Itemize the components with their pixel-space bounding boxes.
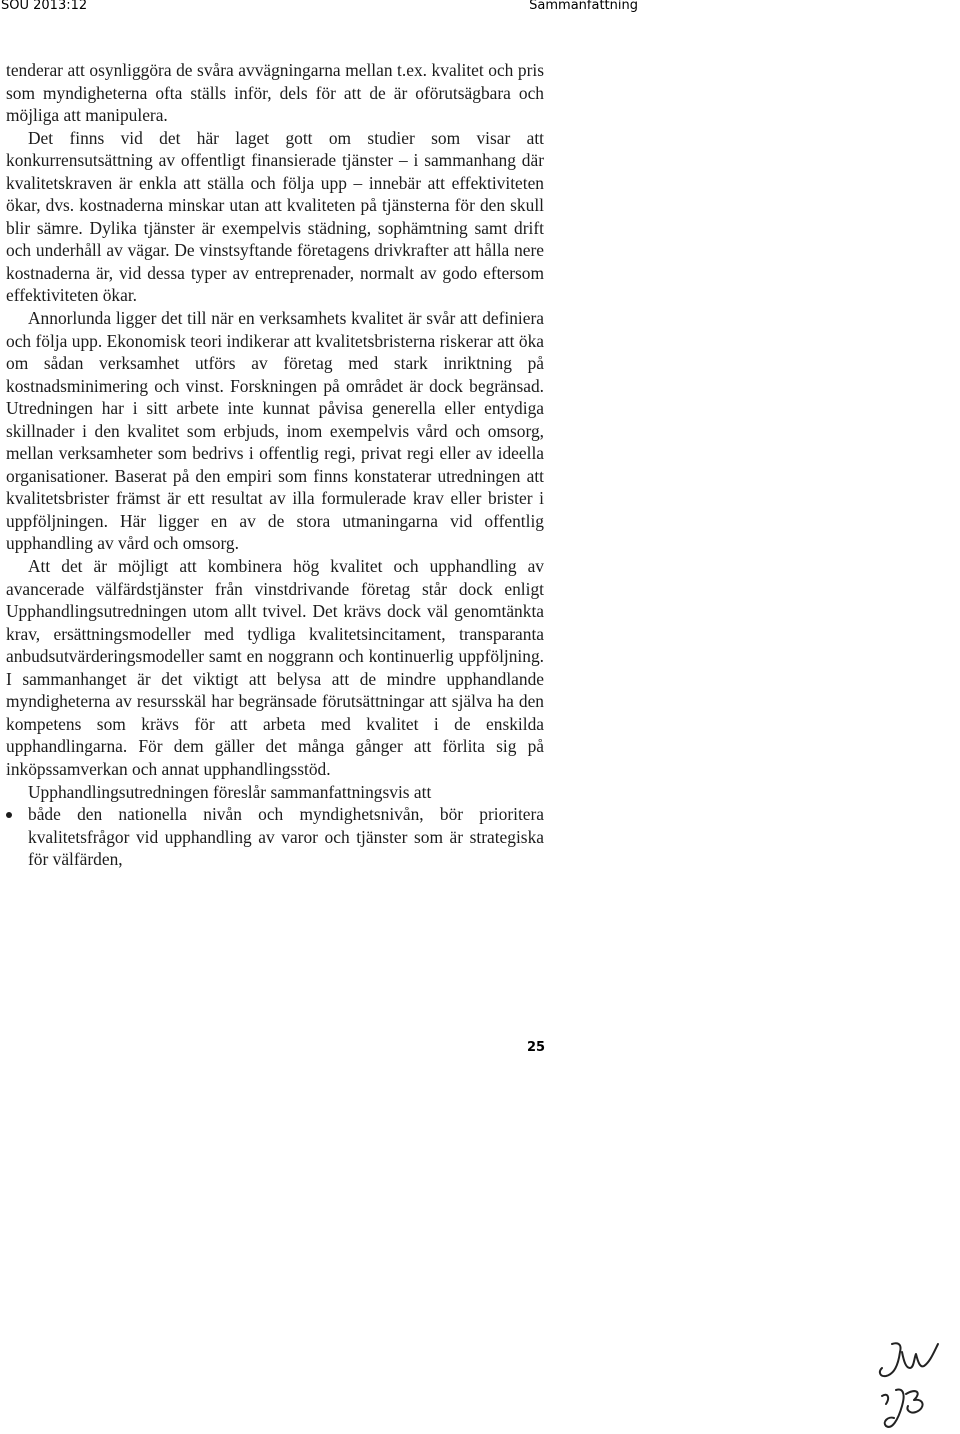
paragraph-lead-in: Upphandlingsutredningen föreslår sammanfattningsvis att bbox=[28, 781, 432, 802]
proposal-list bbox=[6, 803, 544, 871]
paragraph-continuation: tenderar att osynliggöra de svåra avvägningarna mellan t.ex. kvalitet och pris som myndigheterna ofta ställs inför, dels för att de är oförutsägbara och möjliga att manipulera. bbox=[6, 60, 544, 126]
list-item-text: både den nationella nivån och myndighetsnivån, bör prioritera kvalitetsfrågor vid upphandling av varor och tjänster som är strategiska för välfärden, bbox=[28, 804, 544, 870]
body-text bbox=[6, 59, 544, 871]
running-header-left: SOU 2013:12 bbox=[1, 0, 88, 13]
page-number: 25 bbox=[527, 1040, 546, 1055]
paragraph: Annorlunda ligger det till när en verksamhets kvalitet är svår att definiera och följa upp. Ekonomisk teori indikerar att kvalitetsbristerna riskerar att öka om sådan verksamhet utförs av företag med stark inriktning på kostnadsminimering och vinst. Forskningen på området är dock begränsad. Utredningen har i sitt arbete inte kunnat påvisa generella eller entydiga skillnader i den kvalitet som erbjuds, inom exempelvis vård och omsorg, mellan verksamheter som bedrivs i offentlig regi, privat regi eller av ideella organisationer. Baserat på den empiri som finns konstaterar utredningen att kvalitetsbrister främst är ett resultat av illa formulerade krav eller brister i uppföljningen. Här ligger en av de stora utmaningarna vid offentlig upphandling av vård och omsorg. bbox=[6, 308, 544, 554]
running-header-right: Sammanfattning bbox=[529, 0, 638, 13]
handwritten-initials-signature bbox=[872, 1338, 952, 1434]
bullet-icon bbox=[6, 812, 12, 818]
list-item bbox=[6, 803, 544, 871]
paragraph: Det finns vid det här laget gott om studier som visar att konkurrensutsättning av offentligt finansierade tjänster – i sammanhang där kvalitetskraven är enkla att ställa och följa upp – innebär att effektiviteten ökar, dvs. kostnaderna minskar utan att kvaliteten på tjänsterna för den skull blir sämre. Dylika tjänster är exempelvis städning, sophämtning samt drift och underhåll av vägar. De vinstsyftande företagens drivkrafter att hålla nere kostnaderna är, vid dessa typer av entreprenader, normalt av godo eftersom effektiviteten ökar. bbox=[6, 127, 544, 306]
paragraph: Att det är möjligt att kombinera hög kvalitet och upphandling av avancerade välfärdstjänster från vinstdrivande företag står dock enligt Upphandlingsutredningen utom allt tvivel. Det krävs dock väl genomtänkta krav, ersättningsmodeller med tydliga kvalitetsincitament, transparanta anbudsutvärderingsmodeller samt en noggrann och kontinuerlig uppföljning. I sammanhanget är det viktigt att belysa att de mindre upphandlande myndigheterna av resursskäl har begränsade förutsättningar att själva ha den kompetens som krävs för att arbeta med kvalitet i de enskilda upphandlingarna. För dem gäller det många gånger att förlita sig på inköpssamverkan och annat upphandlingsstöd. bbox=[6, 556, 544, 779]
